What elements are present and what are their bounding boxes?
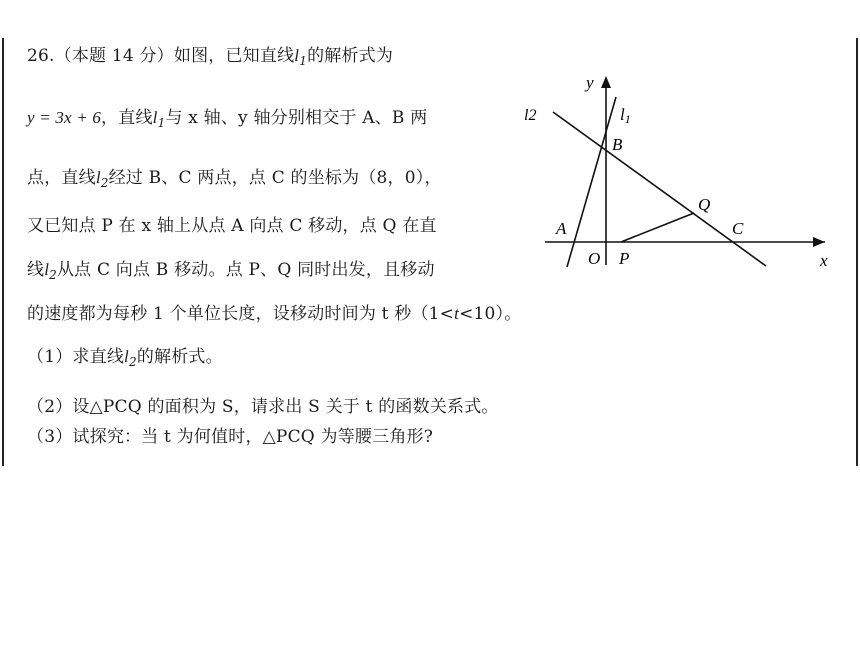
line4-text: 又已知点 P 在 x 轴上从点 A 向点 C 移动，点 Q 在直 <box>27 216 437 236</box>
label-l1-sub: 1 <box>624 112 631 126</box>
l2-symbol: l <box>95 168 101 187</box>
question-1 <box>27 345 223 374</box>
right-border <box>856 38 858 466</box>
t-variable: t <box>454 304 460 323</box>
line3-text-b: 经过 B、C 两点，点 C 的坐标为（8，0）， <box>108 168 442 188</box>
l1-symbol-2: l <box>152 108 158 127</box>
problem-header: 26.（本题 14 分）如图，已知直线 <box>27 46 295 66</box>
q1-text-a: （1）求直线 <box>27 347 125 367</box>
q1-text-b: 的解析式。 <box>136 347 223 367</box>
l1-equation: y = 3x + 6 <box>27 108 102 127</box>
l1-subscript: 1 <box>299 54 308 68</box>
label-C: C <box>732 219 744 238</box>
label-l1 <box>620 105 631 126</box>
problem-header-line <box>27 44 393 73</box>
label-Q: Q <box>698 195 711 214</box>
line5-text-a: 线 <box>27 260 45 280</box>
line5-text-b: 从点 C 向点 B 移动。点 P、Q 同时出发，且移动 <box>56 260 435 280</box>
label-l1-main: l <box>620 105 625 124</box>
l2-subscript: 2 <box>100 176 109 190</box>
y-axis-arrow <box>601 76 611 88</box>
q2-text: （2）设△PCQ 的面积为 S，请求出 S 关于 t 的函数关系式。 <box>27 397 499 417</box>
q3-text: （3）试探究：当 t 为何值时，△PCQ 为等腰三角形? <box>27 427 434 447</box>
geometry-figure <box>520 70 840 275</box>
l1-subscript-2: 1 <box>157 116 166 130</box>
segment-pq <box>621 213 694 242</box>
line6-text-b: <10）。 <box>459 304 522 324</box>
question-3 <box>27 425 433 449</box>
problem-line-3 <box>27 166 442 195</box>
line6-text-a: 的速度都为每秒 1 个单位长度，设移动时间为 t 秒（1< <box>27 304 455 324</box>
label-l2: l2 <box>524 107 537 124</box>
line2-text-a: ，直线 <box>101 108 153 128</box>
l2-subscript-2: 2 <box>49 268 57 282</box>
label-y: y <box>586 73 594 92</box>
line2-text-b: 与 x 轴、y 轴分别相交于 A、B 两 <box>165 108 428 128</box>
x-axis-arrow <box>813 237 825 247</box>
label-P: P <box>619 249 630 268</box>
l2-subscript-3: 2 <box>128 355 137 369</box>
problem-line-6 <box>27 302 521 326</box>
line-l2 <box>553 112 766 266</box>
problem-header-tail: 的解析式为 <box>307 46 394 66</box>
problem-line-5 <box>27 258 435 287</box>
line3-text-a: 点，直线 <box>27 168 96 188</box>
label-O: O <box>588 249 601 268</box>
label-A: A <box>556 219 567 238</box>
question-2 <box>27 395 499 419</box>
label-x: x <box>820 251 828 270</box>
label-B: B <box>612 135 623 154</box>
left-border <box>2 38 4 466</box>
l1-symbol: l <box>294 46 300 65</box>
l2-symbol-3: l <box>124 347 129 366</box>
problem-line-2 <box>27 106 427 135</box>
problem-line-4 <box>27 214 437 238</box>
l2-symbol-2: l <box>44 260 50 279</box>
